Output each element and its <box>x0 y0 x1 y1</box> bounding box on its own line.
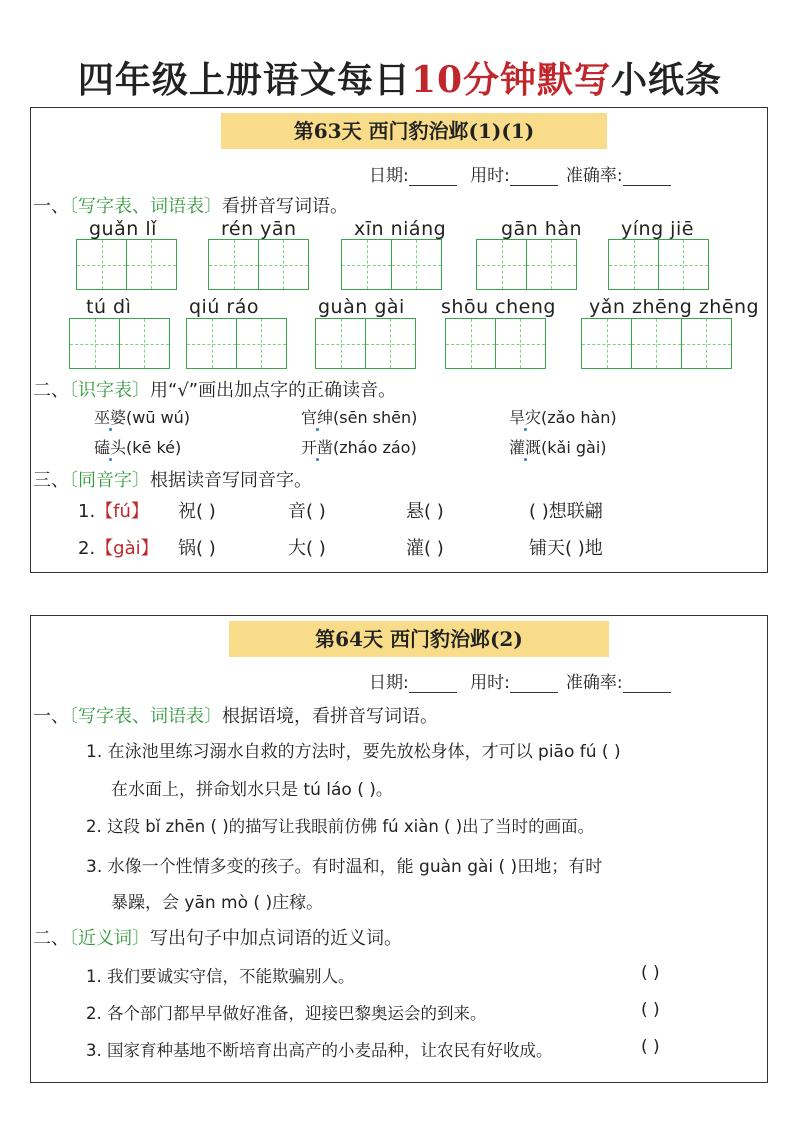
writing-grid[interactable] <box>476 239 576 290</box>
homophone-blank[interactable]: 锅( ) <box>178 538 216 559</box>
writing-grid[interactable] <box>69 318 169 369</box>
pinyin-label: tú dì <box>86 296 132 318</box>
homophone-blank[interactable]: 灌( ) <box>406 538 444 559</box>
homophone-blank[interactable]: 祝( ) <box>178 501 216 522</box>
homophone-row-2: 2.【gài】 <box>78 538 159 559</box>
pinyin-label: rén yān <box>221 218 297 240</box>
writing-grid[interactable] <box>76 239 176 290</box>
writing-grid[interactable] <box>341 239 441 290</box>
homophone-blank[interactable]: 铺天( )地 <box>529 538 603 559</box>
context-line[interactable]: 1. 在泳池里练习溺水自救的方法时，要先放松身体，才可以 piāo fú ( ) <box>86 742 621 762</box>
synonym-sentence: 1. 我们要诚实守信，不能欺骗别人。 <box>86 967 355 986</box>
writing-grid[interactable] <box>445 318 545 369</box>
writing-grid[interactable] <box>208 239 308 290</box>
writing-grid[interactable] <box>608 239 708 290</box>
synonym-blank[interactable]: ( ) <box>641 1000 660 1020</box>
context-line[interactable]: 暴躁，会 yān mò ( )庄稼。 <box>111 893 324 913</box>
homophone-blank[interactable]: ( )想联翩 <box>529 501 603 522</box>
pronunciation-item[interactable]: 磕头(kē ké) <box>94 438 182 457</box>
pinyin-label: qiú ráo <box>189 296 259 318</box>
homophone-row-1: 1.【fú】 <box>78 501 149 522</box>
day63-heading: 第63天 西门豹治邺(1)(1) <box>221 113 607 149</box>
pinyin-label: gān hàn <box>501 218 583 240</box>
synonym-sentence: 2. 各个部门都早早做好准备，迎接巴黎奥运会的到来。 <box>86 1004 487 1023</box>
pinyin-label: shōu cheng <box>441 296 556 318</box>
pronunciation-item[interactable]: 巫婆(wū wú) <box>94 408 191 427</box>
writing-grid[interactable] <box>581 318 730 369</box>
pinyin-label: guàn gài <box>318 296 405 318</box>
pinyin-label: guǎn lǐ <box>89 218 157 240</box>
homophone-blank[interactable]: 音( ) <box>288 501 326 522</box>
day64-meta: 日期: 用时: 准确率: <box>369 668 679 693</box>
synonym-blank[interactable]: ( ) <box>641 1037 660 1057</box>
day63-meta: 日期: 用时: 准确率: <box>369 161 679 186</box>
pinyin-label: xīn niáng <box>354 218 447 240</box>
day64-heading: 第64天 西门豹治邺(2) <box>229 621 609 657</box>
day64-section1-title: 一、〔写字表、词语表〕根据语境，看拼音写词语。 <box>33 706 438 727</box>
pinyin-label: yíng jiē <box>621 218 694 240</box>
homophone-blank[interactable]: 悬( ) <box>406 501 444 522</box>
day63-section2-title: 二、〔识字表〕用“√”画出加点字的正确读音。 <box>33 380 397 401</box>
day64-card <box>30 615 768 1083</box>
synonym-sentence: 3. 国家育种基地不断培育出高产的小麦品种，让农民有好收成。 <box>86 1041 553 1060</box>
day63-card <box>30 107 768 573</box>
homophone-blank[interactable]: 大( ) <box>288 538 326 559</box>
context-line[interactable]: 3. 水像一个性情多变的孩子。有时温和，能 guàn gài ( )田地；有时 <box>86 857 603 877</box>
page-title: 四年级上册语文每日10分钟默写小纸条 <box>77 59 723 101</box>
context-line[interactable]: 2. 这段 bǐ zhēn ( )的描写让我眼前仿佛 fú xiàn ( )出了当时的画面。 <box>86 817 595 836</box>
pronunciation-item[interactable]: 官绅(sēn shēn) <box>301 408 418 427</box>
day64-section2-title: 二、〔近义词〕写出句子中加点词语的近义词。 <box>33 928 402 949</box>
pronunciation-item[interactable]: 旱灾(zǎo hàn) <box>509 408 617 427</box>
pinyin-label: yǎn zhēng zhēng <box>589 296 760 318</box>
day63-section3-title: 三、〔同音字〕根据读音写同音字。 <box>33 470 312 491</box>
day63-section1-title: 一、〔写字表、词语表〕看拼音写词语。 <box>33 196 348 217</box>
context-line[interactable]: 在水面上，拼命划水只是 tú láo ( )。 <box>111 780 393 800</box>
writing-grid[interactable] <box>315 318 415 369</box>
pronunciation-item[interactable]: 灌溉(kǎi gài) <box>509 438 607 457</box>
writing-grid[interactable] <box>186 318 286 369</box>
pronunciation-item[interactable]: 开凿(zháo záo) <box>301 438 417 457</box>
synonym-blank[interactable]: ( ) <box>641 963 660 983</box>
